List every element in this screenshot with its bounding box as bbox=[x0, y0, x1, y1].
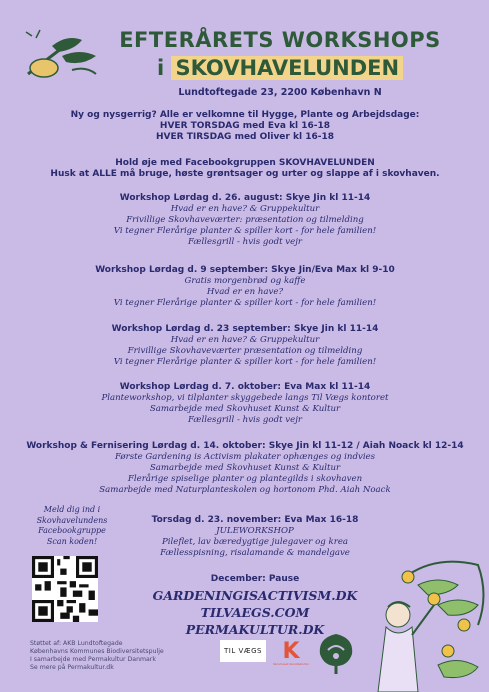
intro-line: HVER TORSDAG med Eva kl 16-18 bbox=[159, 121, 331, 131]
footer-line: I samarbejde med Permakultur Danmark bbox=[30, 656, 156, 663]
footer-line: Københavns Kommunes Biodiversitetspulje bbox=[30, 648, 164, 655]
workshop-line: Vi tegner Flerårige planter & spiller kort - for hele familien! bbox=[113, 298, 377, 308]
workshop-title: Workshop Lørdag d. 7. oktober: Eva Max kl 11-14 bbox=[119, 382, 371, 392]
link-permakultur[interactable]: PERMAKULTUR.DK bbox=[185, 622, 325, 637]
link-gardeningisactivism[interactable]: GARDENINGISACTIVISM.DK bbox=[152, 588, 358, 603]
intro-line: Ny og nysgerrig? Alle er velkomne til Hygge, Plante og Arbejdsdage: bbox=[70, 110, 420, 120]
workshop-line: Pileflet, lav bæredygtige julegaver og krea bbox=[161, 537, 349, 547]
scan-instructions bbox=[22, 505, 122, 547]
subtitle-prefix: i bbox=[156, 56, 165, 80]
poster-title: EFTERÅRETS WORKSHOPS bbox=[119, 28, 441, 52]
workshop-title: Workshop Lørdag d. 26. august: Skye Jin kl 11-14 bbox=[119, 193, 371, 203]
permakultur-tree-logo-icon bbox=[316, 630, 356, 676]
intro-line: HVER TIRSDAG med Oliver kl 16-18 bbox=[156, 132, 334, 142]
poster-subtitle bbox=[90, 56, 470, 80]
workshop-title: Workshop Lørdag d. 9 september: Skye Jin/Eva Max kl 9-10 bbox=[95, 265, 395, 275]
address: Lundtoftegade 23, 2200 København N bbox=[178, 87, 382, 98]
scan-line: Skovhavelundens bbox=[36, 515, 108, 525]
kunst-kultur-logo-icon bbox=[272, 636, 310, 672]
scan-line: Facebookgruppe bbox=[38, 526, 106, 535]
til-vaegs-logo: TIL VÆGS bbox=[220, 640, 266, 662]
workshop-line: Frivillige Skovhaveværter præsentation og tilmelding bbox=[127, 346, 363, 356]
workshop-item bbox=[145, 515, 365, 559]
workshop-title: Torsdag d. 23. november: Eva Max 16-18 bbox=[151, 515, 359, 525]
footer-line: Se mere på Permakultur.dk bbox=[30, 664, 114, 671]
workshop-line: Vi tegner Flerårige planter & spiller kort - for hele familien! bbox=[113, 357, 377, 367]
workshop-item bbox=[40, 265, 450, 309]
workshop-line: Hvad er en have? & Gruppekultur bbox=[170, 204, 320, 214]
gardener-illustration-icon bbox=[378, 555, 489, 692]
workshop-line: Samarbejde med Skovhuset Kunst & Kultur bbox=[149, 404, 341, 414]
scan-line: Scan koden! bbox=[46, 536, 98, 546]
qr-code-icon[interactable] bbox=[32, 556, 98, 622]
footer-credits bbox=[30, 640, 200, 672]
footer-line: Støttet af: AKB Lundtoftegade bbox=[30, 640, 123, 647]
workshop-item bbox=[20, 441, 470, 496]
workshop-line: Gratis morgenbrød og kaffe bbox=[184, 276, 306, 286]
december-pause: December: Pause bbox=[210, 574, 300, 584]
workshop-line: Samarbejde med Skovhuset Kunst & Kultur bbox=[149, 463, 341, 473]
subtitle-highlight: SKOVHAVELUNDEN bbox=[171, 56, 403, 80]
workshop-line: JULEWORKSHOP bbox=[216, 526, 294, 536]
workshop-line: Frivillige Skovhaveværter: præsentation og tilmelding bbox=[126, 215, 364, 225]
link-tilvaegs[interactable]: TILVAEGS.COM bbox=[200, 605, 310, 620]
workshop-title: Workshop & Fernisering Lørdag d. 14. oktober: Skye Jin kl 11-12 / Aiah Noack kl 12-14 bbox=[26, 441, 464, 451]
intro-section bbox=[40, 110, 450, 143]
facebook-section bbox=[40, 158, 450, 180]
workshop-item bbox=[40, 324, 450, 368]
workshop-line: Hvad er en have? & Gruppekultur bbox=[170, 335, 320, 345]
facebook-line: Hold øje med Facebookgruppen SKOVHAVELUNDEN bbox=[115, 158, 375, 168]
k-logo-letter: K bbox=[282, 639, 300, 664]
workshop-item bbox=[40, 382, 450, 426]
workshop-line: Fællesgrill - hvis godt vejr bbox=[187, 237, 303, 247]
workshop-item bbox=[40, 193, 450, 248]
workshop-line: Første Gardening is Activism plakater ophænges og indvies bbox=[114, 452, 376, 462]
scan-line: Meld dig ind i bbox=[43, 505, 101, 514]
workshop-line: Samarbejde med Naturplanteskolen og hortonom Phd. Aiah Noack bbox=[99, 485, 391, 495]
facebook-line: Husk at ALLE må bruge, høste grøntsager og urter og slappe af i skovhaven. bbox=[50, 169, 440, 179]
workshop-line: Hvad er en have? bbox=[206, 287, 284, 297]
workshop-title: Workshop Lørdag d. 23 september: Skye Jin kl 11-14 bbox=[111, 324, 379, 334]
workshop-line: Planteworkshop, vi tilplanter skyggebede langs Til Vægs kontoret bbox=[101, 393, 389, 403]
workshop-line: Fællesgrill - hvis godt vejr bbox=[187, 415, 303, 425]
workshop-line: Fællesspisning, risalamande & mandelgave bbox=[160, 548, 350, 558]
workshop-line: Vi tegner Flerårige planter & spiller kort - for hele familien! bbox=[113, 226, 377, 236]
k-logo-caption: Skovhuset Kunst&Kultur bbox=[272, 662, 310, 666]
workshop-line: Flerårige spiselige planter og plantegilds i skovhaven bbox=[127, 474, 363, 484]
